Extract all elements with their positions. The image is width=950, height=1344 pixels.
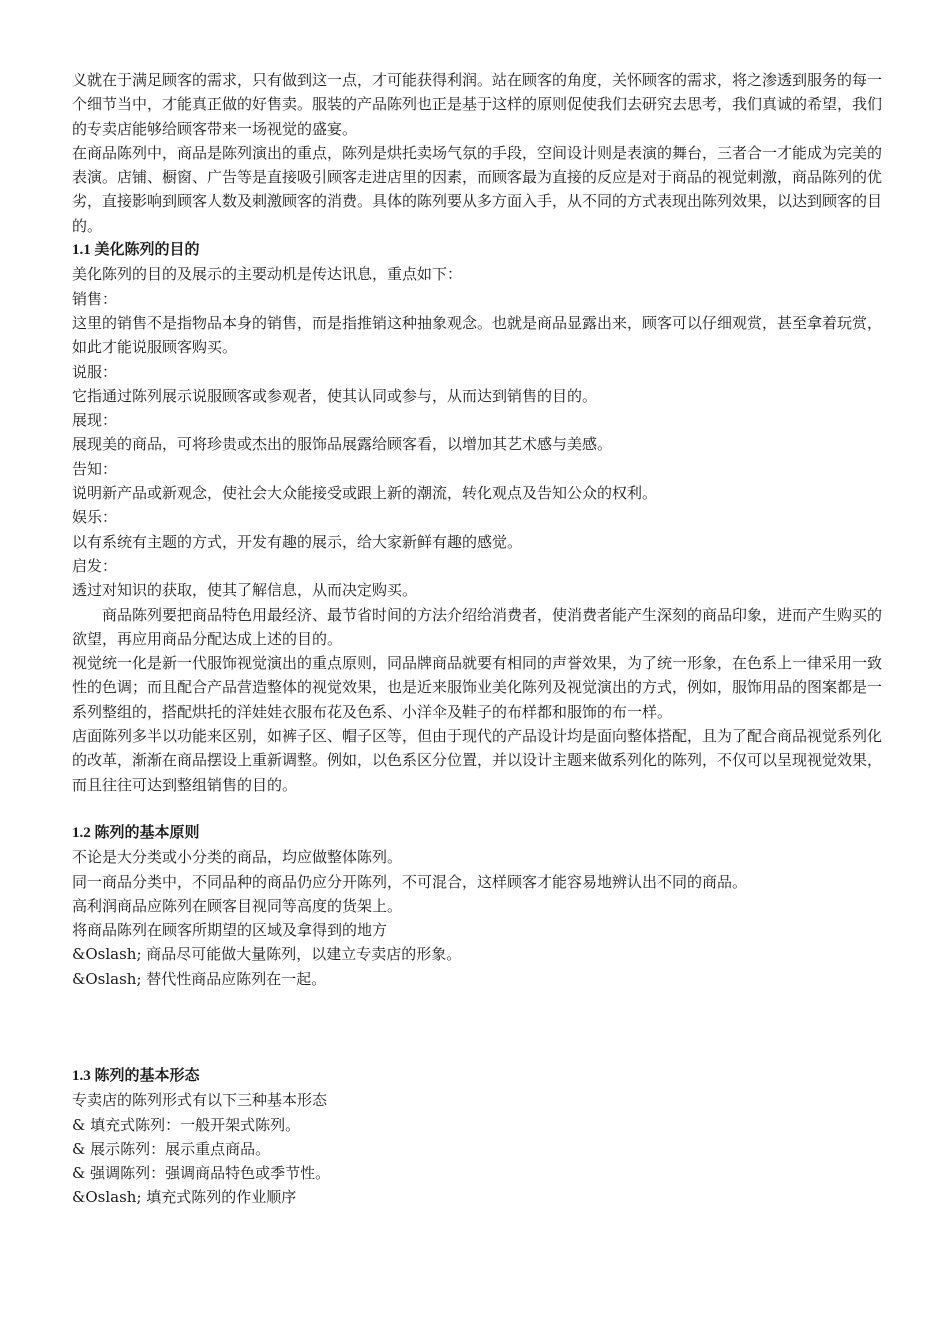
item-label: 销售： (72, 289, 118, 308)
paragraph: 不论是大分类或小分类的商品，均应做整体陈列。 (72, 848, 403, 867)
blank-line (72, 797, 882, 821)
paragraph: 将商品陈列在顾客所期望的区域及拿得到的地方 (72, 921, 388, 940)
item-text: 说明新产品或新观念，使社会大众能接受或跟上新的潮流，转化观点及告知公众的权利。 (72, 484, 658, 503)
paragraph: 商品陈列要把商品特色用最经济、最节省时间的方法介绍给消费者，使消费者能产生深刻的商品印象，进而产生购买的欲望，再应用商品分配达成上述的目的。 (72, 605, 883, 648)
paragraph: 专卖店的陈列形式有以下三种基本形态 (72, 1091, 328, 1110)
blank-lines (72, 991, 882, 1064)
item-label: 展现： (72, 411, 118, 430)
list-item: &Oslash; 替代性商品应陈列在一起。 (72, 969, 327, 988)
item-text: 透过对知识的获取，使其了解信息，从而决定购买。 (72, 581, 418, 600)
paragraph: 美化陈列的目的及展示的主要动机是传达讯息，重点如下： (72, 265, 463, 284)
paragraph: 高利润商品应陈列在顾客目视同等高度的货架上。 (72, 896, 403, 915)
section-heading: 1.2 陈列的基本原则 (72, 824, 200, 841)
item-text: 这里的销售不是指物品本身的销售，而是指推销这种抽象观念。也就是商品显露出来，顾客可以仔细观赏，甚至拿着玩赏，如此才能说服顾客购买。 (72, 313, 883, 357)
paragraph: 义就在于满足顾客的需求，只有做到这一点，才可能获得利润。站在顾客的角度，关怀顾客的需求，将之渗透到服务的每一个细节当中，才能真正做的好售卖。服装的产品陈列也正是基于这样的原则促使我们去研究去思考，我们真诚的希望，我们的专卖店能够给顾客带来一场视觉的盛宴。 (72, 71, 883, 138)
item-text: 展现美的商品，可将珍贵或杰出的服饰品展露给顾客看，以增加其艺术感与美感。 (72, 435, 613, 454)
paragraph: 同一商品分类中，不同品种的商品仍应分开陈列，不可混合，这样顾客才能容易地辨认出不同的商品。 (72, 872, 748, 891)
item-label: 启发： (72, 556, 118, 575)
section-heading: 1.1 美化陈列的目的 (72, 242, 200, 259)
list-item: &Oslash; 商品尽可能做大量陈列，以建立专卖店的形象。 (72, 945, 462, 964)
item-label: 说服： (72, 362, 118, 381)
list-item: & 展示陈列：展示重点商品。 (72, 1139, 271, 1158)
item-label: 告知： (72, 459, 118, 478)
list-item: & 强调陈列：强调商品特色或季节性。 (72, 1164, 331, 1183)
section-heading: 1.3 陈列的基本形态 (72, 1067, 200, 1084)
item-text: 它指通过陈列展示说服顾客或参观者，使其认同或参与，从而达到销售的目的。 (72, 386, 598, 405)
paragraph: 视觉统一化是新一代服饰视觉演出的重点原则，同品牌商品就要有相同的声誉效果，为了统一形象，在色系上一律采用一致性的色调；而且配合产品营造整体的视觉效果，也是近来服饰业美化陈列及视觉演出的方式，例如，服饰用品的图案都是一系列整组的，搭配烘托的洋娃娃衣服布花及色系、小洋伞及鞋子的布样都和服饰的布一样。 (72, 654, 883, 721)
item-text: 以有系统有主题的方式，开发有趣的展示，给大家新鲜有趣的感觉。 (72, 532, 523, 551)
list-item: & 填充式陈列：一般开架式陈列。 (72, 1115, 301, 1134)
list-item: &Oslash; 填充式陈列的作业顺序 (72, 1188, 297, 1207)
paragraph: 店面陈列多半以功能来区别，如裤子区、帽子区等，但由于现代的产品设计均是面向整体搭配，且为了配合商品视觉系列化的改革，渐渐在商品摆设上重新调整。例如，以色系区分位置，并以设计主题来做系列化的陈列，不仅可以呈现视觉效果，而且往往可达到整组销售的目的。 (72, 727, 883, 794)
paragraph: 在商品陈列中，商品是陈列演出的重点，陈列是烘托卖场气氛的手段，空间设计则是表演的舞台，三者合一才能成为完美的表演。店铺、橱窗、广告等是直接吸引顾客走进店里的因素，而顾客最为直接的反应是对于商品的视觉刺激，商品陈列的优劣，直接影响到顾客人数及刺激顾客的消费。具体的陈列要从多方面入手，从不同的方式表现出陈列效果，以达到顾客的目的。 (72, 143, 883, 235)
item-label: 娱乐： (72, 508, 118, 527)
